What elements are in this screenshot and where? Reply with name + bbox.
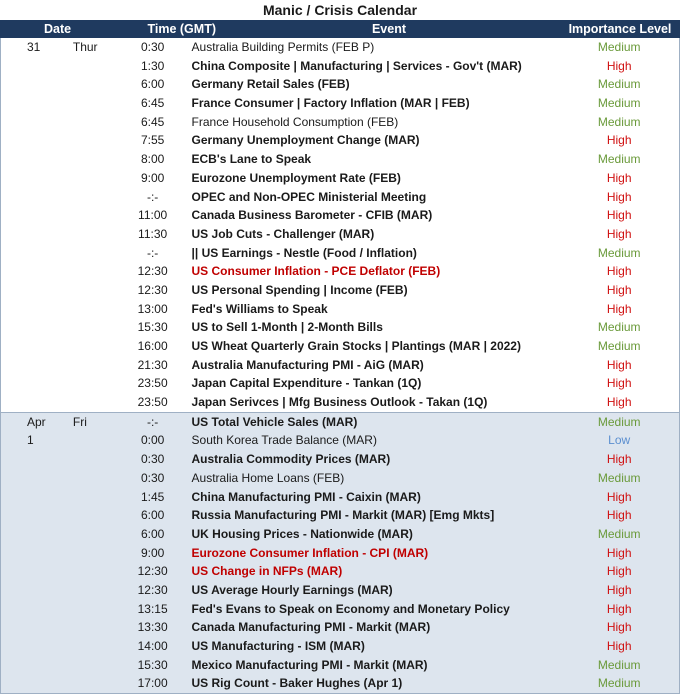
day-cell (69, 57, 121, 76)
day-cell (69, 244, 121, 263)
event-cell: China Manufacturing PMI - Caixin (MAR) (191, 489, 421, 504)
event-cell: US Personal Spending | Income (FEB) (191, 282, 408, 297)
date-cell: 31 (27, 40, 41, 54)
table-row (1, 244, 679, 263)
day-cell (69, 75, 121, 94)
date-cell (1, 356, 69, 375)
table-row (1, 94, 679, 113)
table-row (1, 469, 679, 488)
day-cell (69, 300, 121, 319)
importance-cell: Medium (597, 245, 641, 260)
day-cell (69, 562, 121, 581)
date-cell (1, 75, 69, 94)
event-cell: ECB's Lane to Speak (191, 152, 312, 167)
importance-cell: High (606, 208, 632, 223)
table-row (1, 337, 679, 356)
event-cell: OPEC and Non-OPEC Ministerial Meeting (191, 189, 427, 204)
event-cell: UK Housing Prices - Nationwide (MAR) (191, 526, 413, 541)
importance-cell: High (606, 189, 632, 204)
header-importance: Importance Level (568, 22, 672, 36)
table-row (1, 581, 679, 600)
day-cell (69, 525, 121, 544)
day-cell (69, 113, 121, 132)
time-cell: 6:45 (140, 96, 165, 111)
importance-cell: Low (608, 433, 631, 448)
event-cell: Russia Manufacturing PMI - Markit (MAR) [Emg Mkts] (191, 508, 495, 523)
event-cell: Japan Capital Expenditure - Tankan (1Q) (191, 376, 422, 391)
date-cell (1, 225, 69, 244)
time-cell: 0:00 (140, 433, 165, 448)
importance-cell: High (606, 620, 632, 635)
event-cell: US Consumer Inflation - PCE Deflator (FEB) (191, 264, 441, 279)
date-cell (1, 57, 69, 76)
table-row (1, 431, 679, 450)
time-cell: 0:30 (140, 40, 165, 54)
date-cell (1, 150, 69, 169)
event-cell: Eurozone Unemployment Rate (FEB) (191, 170, 401, 185)
event-cell: US Job Cuts - Challenger (MAR) (191, 226, 375, 241)
day-cell (69, 581, 121, 600)
table-row (1, 225, 679, 244)
event-cell: US Total Vehicle Sales (MAR) (191, 414, 358, 429)
time-cell: 23:50 (137, 395, 168, 410)
event-cell: China Composite | Manufacturing | Services - Gov't (MAR) (191, 58, 522, 73)
event-cell: Fed's Williams to Speak (191, 301, 328, 316)
time-cell: 21:30 (137, 357, 168, 372)
event-cell: Canada Manufacturing PMI - Markit (MAR) (191, 620, 431, 635)
date-cell (1, 188, 69, 207)
date-cell (1, 618, 69, 637)
date-cell (1, 525, 69, 544)
day-cell (69, 431, 121, 450)
day-cell (69, 262, 121, 281)
table-header (0, 20, 680, 38)
event-cell: US Wheat Quarterly Grain Stocks | Plantings (MAR | 2022) (191, 339, 521, 353)
time-cell: 9:00 (140, 545, 165, 560)
time-cell: 12:30 (137, 582, 168, 597)
importance-cell: High (606, 357, 632, 372)
table-row (1, 656, 679, 675)
day-cell (69, 206, 121, 225)
time-cell: 0:30 (140, 452, 165, 467)
time-cell: 1:30 (140, 58, 165, 73)
time-cell: -:- (146, 189, 159, 204)
page-title: Manic / Crisis Calendar (262, 2, 418, 18)
time-cell: 6:45 (140, 114, 165, 129)
day-cell (69, 94, 121, 113)
date-cell (1, 94, 69, 113)
time-cell: -:- (146, 414, 159, 429)
event-cell: Fed's Evans to Speak on Economy and Monetary Policy (191, 601, 510, 616)
event-cell: Germany Retail Sales (FEB) (191, 77, 350, 92)
header-time: Time (GMT) (147, 22, 216, 36)
table-row (1, 525, 679, 544)
table-row (1, 637, 679, 656)
event-cell: Germany Unemployment Change (MAR) (191, 133, 420, 148)
importance-cell: High (606, 226, 632, 241)
importance-cell: Medium (597, 320, 641, 335)
table-row (1, 169, 679, 188)
time-cell: 15:30 (137, 320, 168, 335)
date-cell (1, 469, 69, 488)
importance-cell: Medium (597, 414, 641, 429)
day-cell (69, 618, 121, 637)
header-date: Date (44, 22, 72, 36)
time-cell: 13:15 (137, 601, 168, 616)
date-cell (1, 244, 69, 263)
importance-cell: High (606, 395, 632, 410)
table-row (1, 75, 679, 94)
table-row (1, 262, 679, 281)
calendar-table (0, 38, 680, 694)
table-row (1, 488, 679, 507)
importance-cell: High (606, 639, 632, 653)
importance-cell: Medium (597, 77, 641, 92)
time-cell: 0:30 (140, 470, 165, 485)
day-cell (69, 188, 121, 207)
time-cell: 13:00 (137, 301, 168, 316)
time-cell: 23:50 (137, 376, 168, 391)
event-cell: South Korea Trade Balance (MAR) (191, 433, 377, 448)
table-row (1, 206, 679, 225)
date-cell (1, 674, 69, 693)
event-cell: || US Earnings - Nestle (Food / Inflation) (191, 245, 417, 260)
date-cell (1, 281, 69, 300)
day-cell (69, 674, 121, 693)
time-cell: 11:00 (138, 208, 168, 223)
header-day-spacer (68, 20, 120, 38)
header-event: Event (371, 22, 407, 36)
importance-cell: High (606, 452, 632, 467)
day-cell (69, 337, 121, 356)
date-cell (1, 581, 69, 600)
time-cell: 9:00 (140, 170, 165, 185)
table-row (1, 131, 679, 150)
event-cell: Eurozone Consumer Inflation - CPI (MAR) (191, 545, 429, 560)
table-row (1, 618, 679, 637)
table-row (1, 450, 679, 469)
event-cell: Australia Home Loans (FEB) (191, 470, 345, 485)
table-row (1, 544, 679, 563)
table-row (1, 674, 679, 693)
date-cell (1, 206, 69, 225)
date-cell (1, 656, 69, 675)
day-cell: Thur (72, 40, 98, 54)
importance-cell: Medium (597, 96, 641, 111)
date-cell (1, 374, 69, 393)
date-cell (1, 637, 69, 656)
table-row (1, 57, 679, 76)
event-cell: US Rig Count - Baker Hughes (Apr 1) (191, 676, 403, 691)
time-cell: -:- (146, 245, 159, 260)
importance-cell: High (606, 582, 632, 597)
day-cell (69, 225, 121, 244)
importance-cell: High (606, 58, 632, 73)
table-row (1, 300, 679, 319)
date-cell (1, 262, 69, 281)
time-cell: 13:30 (137, 620, 168, 635)
importance-cell: High (606, 601, 632, 616)
event-cell: Canada Business Barometer - CFIB (MAR) (191, 208, 433, 223)
time-cell: 7:55 (140, 133, 165, 148)
day-cell (69, 656, 121, 675)
event-cell: US Change in NFPs (MAR) (191, 564, 343, 579)
day-cell (69, 281, 121, 300)
date-cell (1, 169, 69, 188)
time-cell: 6:00 (140, 508, 165, 523)
time-cell: 12:30 (137, 564, 168, 579)
time-cell: 6:00 (140, 77, 165, 92)
importance-cell: High (606, 545, 632, 560)
day-cell (69, 600, 121, 619)
importance-cell: High (606, 170, 632, 185)
time-cell: 1:45 (140, 489, 165, 504)
importance-cell: High (606, 301, 632, 316)
event-cell: Mexico Manufacturing PMI - Markit (MAR) (191, 657, 428, 672)
day-cell (69, 637, 121, 656)
day-cell (69, 356, 121, 375)
date-cell (1, 450, 69, 469)
importance-cell: Medium (597, 40, 641, 54)
date-cell: Apr (27, 414, 46, 429)
importance-cell: Medium (597, 339, 641, 353)
importance-cell: High (606, 564, 632, 579)
time-cell: 17:00 (137, 676, 168, 691)
date-cell: 1 (27, 433, 34, 448)
time-cell: 12:30 (137, 264, 168, 279)
table-row (1, 188, 679, 207)
time-cell: 12:30 (137, 282, 168, 297)
day-cell (69, 150, 121, 169)
day-cell (69, 374, 121, 393)
time-cell: 16:00 (137, 339, 168, 353)
date-cell (1, 300, 69, 319)
importance-cell: High (606, 133, 632, 148)
date-cell (1, 488, 69, 507)
table-row (1, 318, 679, 337)
time-cell: 6:00 (140, 526, 165, 541)
day-cell (69, 469, 121, 488)
table-row (1, 281, 679, 300)
date-cell (1, 393, 69, 412)
date-cell (1, 337, 69, 356)
table-row (1, 374, 679, 393)
table-row (1, 356, 679, 375)
importance-cell: High (606, 376, 632, 391)
event-cell: France Household Consumption (FEB) (191, 114, 399, 129)
day-cell (69, 318, 121, 337)
date-cell (1, 544, 69, 563)
importance-cell: High (606, 264, 632, 279)
table-row (1, 150, 679, 169)
date-cell (1, 506, 69, 525)
day-group (1, 413, 679, 694)
table-row (1, 38, 679, 57)
event-cell: US Average Hourly Earnings (MAR) (191, 582, 393, 597)
time-cell: 14:00 (137, 639, 168, 653)
importance-cell: Medium (597, 114, 641, 129)
time-cell: 11:30 (138, 226, 168, 241)
day-cell (69, 488, 121, 507)
importance-cell: Medium (597, 526, 641, 541)
table-row (1, 393, 679, 412)
event-cell: Australia Building Permits (FEB P) (191, 40, 375, 54)
importance-cell: Medium (597, 676, 641, 691)
table-row (1, 413, 679, 432)
date-cell (1, 562, 69, 581)
event-cell: Australia Commodity Prices (MAR) (191, 452, 391, 467)
event-cell: US Manufacturing - ISM (MAR) (191, 639, 365, 653)
day-cell: Fri (72, 414, 87, 429)
importance-cell: High (606, 508, 632, 523)
event-cell: US to Sell 1-Month | 2-Month Bills (191, 320, 383, 335)
day-cell (69, 131, 121, 150)
day-group (1, 38, 679, 413)
table-row (1, 562, 679, 581)
day-cell (69, 506, 121, 525)
importance-cell: High (606, 282, 632, 297)
date-cell (1, 131, 69, 150)
importance-cell: Medium (597, 470, 641, 485)
time-cell: 8:00 (140, 152, 165, 167)
date-cell (1, 318, 69, 337)
event-cell: Australia Manufacturing PMI - AiG (MAR) (191, 357, 424, 372)
day-cell (69, 450, 121, 469)
time-cell: 15:30 (137, 657, 168, 672)
importance-cell: Medium (597, 657, 641, 672)
day-cell (69, 169, 121, 188)
table-row (1, 600, 679, 619)
event-cell: France Consumer | Factory Inflation (MAR | FEB) (191, 96, 470, 111)
date-cell (1, 600, 69, 619)
day-cell (69, 393, 121, 412)
day-cell (69, 544, 121, 563)
event-cell: Japan Serivces | Mfg Business Outlook - Takan (1Q) (191, 395, 488, 410)
importance-cell: High (606, 489, 632, 504)
table-row (1, 113, 679, 132)
table-row (1, 506, 679, 525)
importance-cell: Medium (597, 152, 641, 167)
date-cell (1, 113, 69, 132)
